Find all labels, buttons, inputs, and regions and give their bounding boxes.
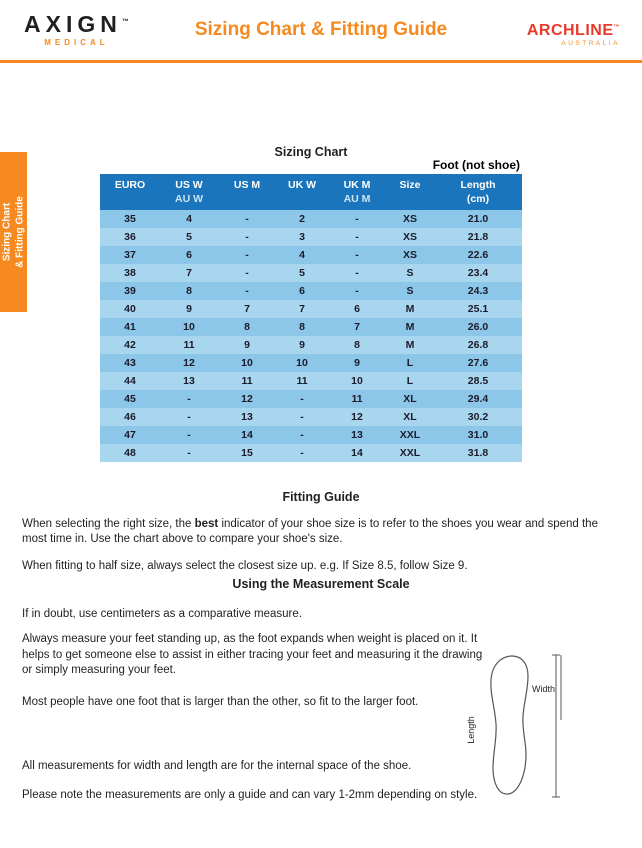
- archline-logo: [527, 23, 620, 47]
- table-cell: 31.0: [434, 426, 522, 444]
- measurement-paragraph-5: Please note the measurements are only a guide and can vary 1-2mm depending on style.: [22, 788, 478, 801]
- table-cell: -: [160, 408, 218, 426]
- page-title: Sizing Chart & Fitting Guide: [194, 19, 448, 40]
- side-tab-line1: Sizing Chart: [1, 202, 12, 262]
- table-row: [100, 282, 522, 300]
- table-cell: -: [328, 228, 386, 246]
- table-cell: 15: [218, 444, 276, 462]
- table-cell: 12: [160, 354, 218, 372]
- sizing-table-body: [100, 210, 522, 462]
- table-cell: 37: [100, 246, 160, 264]
- table-row: [100, 354, 522, 372]
- table-cell: XS: [386, 210, 434, 228]
- table-cell: 11: [160, 336, 218, 354]
- table-row: [100, 372, 522, 390]
- table-cell: 8: [328, 336, 386, 354]
- foot-outline-icon: [464, 650, 568, 802]
- table-cell: 30.2: [434, 408, 522, 426]
- table-cell: 45: [100, 390, 160, 408]
- table-cell: 38: [100, 264, 160, 282]
- table-cell: 14: [218, 426, 276, 444]
- table-cell: L: [386, 372, 434, 390]
- table-cell: 7: [276, 300, 328, 318]
- table-cell: 26.0: [434, 318, 522, 336]
- table-cell: 29.4: [434, 390, 522, 408]
- table-header-cell: UK M AU M: [328, 174, 386, 210]
- sizing-table: [100, 174, 522, 462]
- header-divider: [0, 60, 642, 63]
- table-cell: M: [386, 336, 434, 354]
- table-cell: 42: [100, 336, 160, 354]
- table-cell: 10: [218, 354, 276, 372]
- table-cell: 48: [100, 444, 160, 462]
- table-header-cell: Size: [386, 174, 434, 210]
- table-cell: -: [218, 246, 276, 264]
- width-label: Width: [532, 684, 556, 694]
- table-cell: M: [386, 318, 434, 336]
- table-header-cell: UK W: [276, 174, 328, 210]
- table-cell: 10: [328, 372, 386, 390]
- fitting-guide-title: Fitting Guide: [282, 490, 360, 504]
- table-cell: 8: [160, 282, 218, 300]
- foot-measurement-diagram: [464, 650, 568, 802]
- table-cell: -: [160, 444, 218, 462]
- table-cell: -: [160, 426, 218, 444]
- table-cell: 10: [276, 354, 328, 372]
- axign-wordmark: AXIGN: [24, 11, 122, 37]
- table-cell: 24.3: [434, 282, 522, 300]
- table-cell: 7: [160, 264, 218, 282]
- table-cell: 27.6: [434, 354, 522, 372]
- archline-wordmark: ARCHLINE: [526, 22, 614, 39]
- paragraph-text: When selecting the right size, the: [22, 517, 195, 530]
- table-cell: -: [218, 282, 276, 300]
- table-cell: 2: [276, 210, 328, 228]
- table-cell: 31.8: [434, 444, 522, 462]
- table-cell: 21.0: [434, 210, 522, 228]
- table-header-cell: US M: [218, 174, 276, 210]
- trademark-symbol: ™: [121, 18, 129, 26]
- side-tab: [0, 152, 27, 312]
- side-tab-label: [1, 152, 26, 312]
- table-row: [100, 246, 522, 264]
- table-row: [100, 264, 522, 282]
- table-cell: -: [218, 210, 276, 228]
- length-label: Length: [466, 716, 476, 744]
- table-cell: 21.8: [434, 228, 522, 246]
- table-cell: 46: [100, 408, 160, 426]
- table-cell: 6: [160, 246, 218, 264]
- table-cell: 5: [276, 264, 328, 282]
- table-cell: -: [276, 408, 328, 426]
- table-cell: XS: [386, 228, 434, 246]
- table-row: [100, 426, 522, 444]
- trademark-symbol: ™: [613, 24, 620, 31]
- table-cell: 9: [276, 336, 328, 354]
- table-cell: 47: [100, 426, 160, 444]
- fitting-guide-paragraph-2: When fitting to half size, always select the closest size up. e.g. If Size 8.5, follow Size 9.: [22, 559, 468, 572]
- table-cell: 11: [218, 372, 276, 390]
- axign-logo-text: [24, 13, 129, 36]
- table-cell: 12: [218, 390, 276, 408]
- table-row: [100, 444, 522, 462]
- sizing-table-head: [100, 174, 522, 210]
- table-cell: 8: [218, 318, 276, 336]
- side-tab-line2: & Fitting Guide: [13, 196, 25, 268]
- table-cell: 9: [160, 300, 218, 318]
- axign-logo: [24, 13, 129, 47]
- table-cell: -: [276, 390, 328, 408]
- table-cell: 26.8: [434, 336, 522, 354]
- sizing-chart-section: [100, 145, 522, 462]
- table-cell: -: [276, 426, 328, 444]
- table-cell: 7: [218, 300, 276, 318]
- table-cell: -: [328, 210, 386, 228]
- table-cell: 13: [160, 372, 218, 390]
- archline-logo-text: [527, 23, 620, 39]
- table-cell: XL: [386, 408, 434, 426]
- table-cell: 7: [328, 318, 386, 336]
- table-cell: 4: [160, 210, 218, 228]
- archline-logo-subtext: AUSTRALIA: [561, 40, 620, 47]
- table-cell: 6: [276, 282, 328, 300]
- table-cell: L: [386, 354, 434, 372]
- table-cell: -: [218, 264, 276, 282]
- table-row: [100, 408, 522, 426]
- table-cell: 4: [276, 246, 328, 264]
- axign-logo-subtext: MEDICAL: [44, 38, 109, 47]
- table-cell: 44: [100, 372, 160, 390]
- table-cell: -: [276, 444, 328, 462]
- paragraph-text: indicator of your shoe size is to refer to the shoes you wear and spend the most time in. Use the chart above to compare your shoe's size.: [22, 517, 598, 546]
- table-cell: 6: [328, 300, 386, 318]
- table-cell: -: [160, 390, 218, 408]
- table-cell: 36: [100, 228, 160, 246]
- table-cell: -: [328, 246, 386, 264]
- paragraph-bold-text: best: [194, 517, 219, 530]
- table-header-row: [100, 174, 522, 210]
- table-cell: 13: [218, 408, 276, 426]
- fitting-guide-paragraph-1: [22, 517, 620, 548]
- table-row: [100, 318, 522, 336]
- table-cell: S: [386, 282, 434, 300]
- foot-not-shoe-label: Foot (not shoe): [432, 158, 520, 172]
- measurement-scale-title: Using the Measurement Scale: [232, 577, 410, 591]
- table-cell: 41: [100, 318, 160, 336]
- table-row: [100, 390, 522, 408]
- table-cell: -: [328, 264, 386, 282]
- page-header: [0, 0, 642, 60]
- measurement-scale-section: [22, 576, 620, 803]
- table-cell: 9: [218, 336, 276, 354]
- table-cell: XL: [386, 390, 434, 408]
- table-cell: 25.1: [434, 300, 522, 318]
- table-cell: 23.4: [434, 264, 522, 282]
- table-cell: 11: [276, 372, 328, 390]
- table-row: [100, 300, 522, 318]
- table-cell: XXL: [386, 426, 434, 444]
- table-cell: M: [386, 300, 434, 318]
- table-cell: 39: [100, 282, 160, 300]
- table-header-cell: Length (cm): [434, 174, 522, 210]
- table-row: [100, 228, 522, 246]
- table-cell: 5: [160, 228, 218, 246]
- table-header-cell: US W AU W: [160, 174, 218, 210]
- table-cell: 3: [276, 228, 328, 246]
- measurement-paragraph-4: All measurements for width and length are for the internal space of the shoe.: [22, 760, 412, 773]
- table-cell: 40: [100, 300, 160, 318]
- table-cell: 12: [328, 408, 386, 426]
- fitting-guide-section: [22, 489, 620, 585]
- table-cell: -: [328, 282, 386, 300]
- table-cell: 14: [328, 444, 386, 462]
- table-cell: 10: [160, 318, 218, 336]
- table-cell: -: [218, 228, 276, 246]
- table-cell: 43: [100, 354, 160, 372]
- table-header-cell: EURO: [100, 174, 160, 210]
- table-cell: 35: [100, 210, 160, 228]
- sizing-chart-title: Sizing Chart: [274, 145, 348, 159]
- table-cell: S: [386, 264, 434, 282]
- measurement-paragraph-2: Always measure your feet standing up, as the foot expands when weight is placed on it. It helps to get someone else to assist in either tracing your feet and measuring it the drawing or simply measuring your feet.: [22, 633, 483, 677]
- table-cell: 11: [328, 390, 386, 408]
- table-cell: 22.6: [434, 246, 522, 264]
- table-cell: XXL: [386, 444, 434, 462]
- table-row: [100, 336, 522, 354]
- table-cell: XS: [386, 246, 434, 264]
- table-cell: 8: [276, 318, 328, 336]
- table-cell: 13: [328, 426, 386, 444]
- table-cell: 9: [328, 354, 386, 372]
- table-cell: 28.5: [434, 372, 522, 390]
- measurement-paragraph-3: Most people have one foot that is larger than the other, so fit to the larger foot.: [22, 695, 419, 708]
- table-row: [100, 210, 522, 228]
- measurement-paragraph-1: If in doubt, use centimeters as a comparative measure.: [22, 607, 302, 620]
